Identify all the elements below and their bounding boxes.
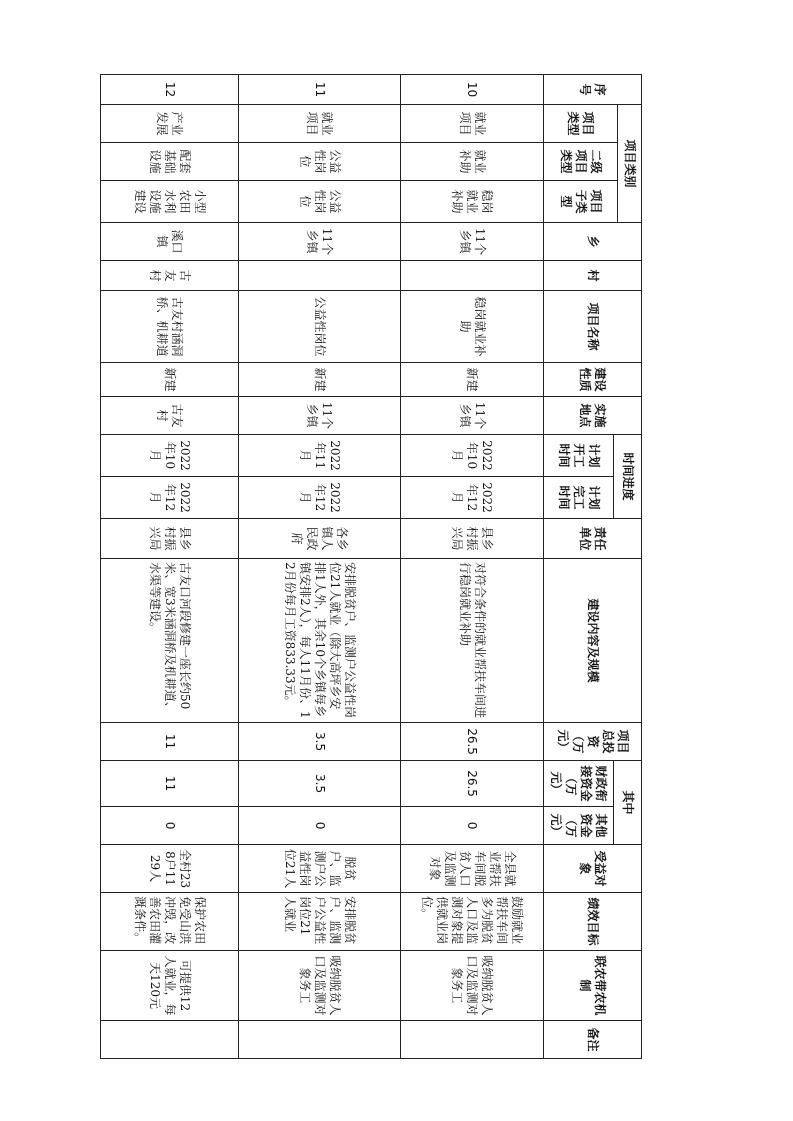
header-cat2: 二级项目类型 bbox=[544, 143, 618, 181]
cell-village bbox=[401, 261, 544, 291]
cell-goal: 安排脱贫户、监测户公益性岗位21人就业 bbox=[239, 893, 401, 951]
header-goal: 绩效目标 bbox=[544, 893, 642, 951]
cell-project-name: 公益性岗位 bbox=[239, 291, 401, 363]
cell-total: 26.5 bbox=[401, 723, 544, 761]
cell-village bbox=[239, 261, 401, 291]
header-fiscal: 财政衔接资金（万元） bbox=[544, 761, 614, 807]
cell-location: 11个乡镇 bbox=[401, 397, 544, 435]
cell-township: 11个乡镇 bbox=[239, 223, 401, 261]
cell-end: 2022年12月 bbox=[401, 477, 544, 519]
cell-cat2: 公益性岗位 bbox=[239, 143, 401, 181]
cell-build-nature: 新建 bbox=[401, 363, 544, 397]
header-mechanism: 联农带农机制 bbox=[544, 951, 642, 1021]
header-cat3: 项目子类型 bbox=[544, 181, 618, 223]
cell-location: 11个乡镇 bbox=[239, 397, 401, 435]
cell-mechanism: 吸纳脱贫人口及监测对象务工 bbox=[401, 951, 544, 1021]
header-remark: 备注 bbox=[544, 1021, 642, 1059]
rotated-table-wrapper bbox=[101, 74, 642, 1056]
cell-unit: 县乡村振兴局 bbox=[101, 519, 239, 559]
cell-project-name: 古友村涵洞桥、机耕道 bbox=[101, 291, 239, 363]
cell-project-name: 稳岗就业补助 bbox=[401, 291, 544, 363]
header-project-name: 项目名称 bbox=[544, 291, 642, 363]
header-start: 计划开工时间 bbox=[544, 435, 614, 477]
header-total: 项目总投资（万元） bbox=[544, 723, 642, 761]
table-row bbox=[239, 75, 401, 1059]
cell-other: 0 bbox=[239, 807, 401, 845]
header-cat1: 项目类型 bbox=[544, 105, 618, 143]
header-other: 其他资金（万元） bbox=[544, 807, 614, 845]
cell-remark bbox=[101, 1021, 239, 1059]
table-row bbox=[101, 75, 239, 1059]
cell-build-nature: 新建 bbox=[101, 363, 239, 397]
cell-mechanism: 吸纳脱贫人口及监测对象务工 bbox=[239, 951, 401, 1021]
header-location: 实施地点 bbox=[544, 397, 642, 435]
cell-cat2: 配套基础设施 bbox=[101, 143, 239, 181]
header-end: 计划完工时间 bbox=[544, 477, 614, 519]
cell-goal: 鼓励就业帮扶车间多为脱贫人口及监测对象提供就业岗位。 bbox=[401, 893, 544, 951]
cell-end: 2022年12月 bbox=[101, 477, 239, 519]
cell-content: 古友口河段修建一座长约50米、宽3米涵洞桥及机耕道、水渠等建设。 bbox=[101, 559, 239, 723]
header-township: 乡 bbox=[544, 223, 642, 261]
cell-goal: 保护农田免受山洪冲毁，改善农田灌溉条件。 bbox=[101, 893, 239, 951]
cell-unit: 县乡村振兴局 bbox=[401, 519, 544, 559]
cell-total: 3.5 bbox=[239, 723, 401, 761]
cell-cat3: 公益性岗位 bbox=[239, 181, 401, 223]
cell-remark bbox=[401, 1021, 544, 1059]
cell-content: 安排脱贫户、监测户公益性岗位21人就业（除大高坪乡安排1人外，其余10个乡镇每乡镇安排2人），每人11月份、12月份每月工资833.33元。 bbox=[239, 559, 401, 723]
header-of-which: 其中 bbox=[614, 761, 642, 845]
cell-fiscal: 26.5 bbox=[401, 761, 544, 807]
cell-cat3: 稳岗就业补助 bbox=[401, 181, 544, 223]
cell-fiscal: 3.5 bbox=[239, 761, 401, 807]
cell-beneficiary: 脱贫户、监测户公益性岗位21人 bbox=[239, 845, 401, 893]
header-category-group: 项目类别 bbox=[618, 105, 642, 223]
cell-start: 2022年10月 bbox=[401, 435, 544, 477]
cell-total: 11 bbox=[101, 723, 239, 761]
project-table bbox=[100, 74, 642, 1059]
header-seq: 序号 bbox=[544, 75, 642, 105]
cell-fiscal: 11 bbox=[101, 761, 239, 807]
cell-mechanism: 可提供12人就业，每天120元 bbox=[101, 951, 239, 1021]
cell-cat1: 产业发展 bbox=[101, 105, 239, 143]
cell-end: 2022年12月 bbox=[239, 477, 401, 519]
table-row bbox=[401, 75, 544, 1059]
cell-start: 2022年10月 bbox=[101, 435, 239, 477]
header-schedule-group: 时间进度 bbox=[614, 435, 642, 519]
cell-township: 溪口镇 bbox=[101, 223, 239, 261]
cell-cat2: 就业补助 bbox=[401, 143, 544, 181]
cell-seq: 12 bbox=[101, 75, 239, 105]
cell-build-nature: 新建 bbox=[239, 363, 401, 397]
cell-village: 古友村 bbox=[101, 261, 239, 291]
cell-beneficiary: 全村238户1129人 bbox=[101, 845, 239, 893]
cell-remark bbox=[239, 1021, 401, 1059]
cell-unit: 各乡镇人民政府 bbox=[239, 519, 401, 559]
cell-cat1: 就业项目 bbox=[239, 105, 401, 143]
cell-cat3: 小型农田水利设施建设 bbox=[101, 181, 239, 223]
cell-other: 0 bbox=[401, 807, 544, 845]
cell-cat1: 就业项目 bbox=[401, 105, 544, 143]
header-unit: 责任单位 bbox=[544, 519, 642, 559]
header-build-nature: 建设性质 bbox=[544, 363, 642, 397]
header-row-1 bbox=[618, 75, 642, 1059]
cell-beneficiary: 全县就业帮扶车间脱贫人口及监测对象 bbox=[401, 845, 544, 893]
header-content: 建设内容及规模 bbox=[544, 559, 642, 723]
header-village: 村 bbox=[544, 261, 642, 291]
cell-township: 11个乡镇 bbox=[401, 223, 544, 261]
cell-content: 对符合条件的就业帮扶车间进行稳岗就业补助 bbox=[401, 559, 544, 723]
cell-seq: 11 bbox=[239, 75, 401, 105]
cell-seq: 10 bbox=[401, 75, 544, 105]
cell-other: 0 bbox=[101, 807, 239, 845]
cell-location: 古友村 bbox=[101, 397, 239, 435]
cell-start: 2022年11月 bbox=[239, 435, 401, 477]
header-beneficiary: 受益对象 bbox=[544, 845, 642, 893]
